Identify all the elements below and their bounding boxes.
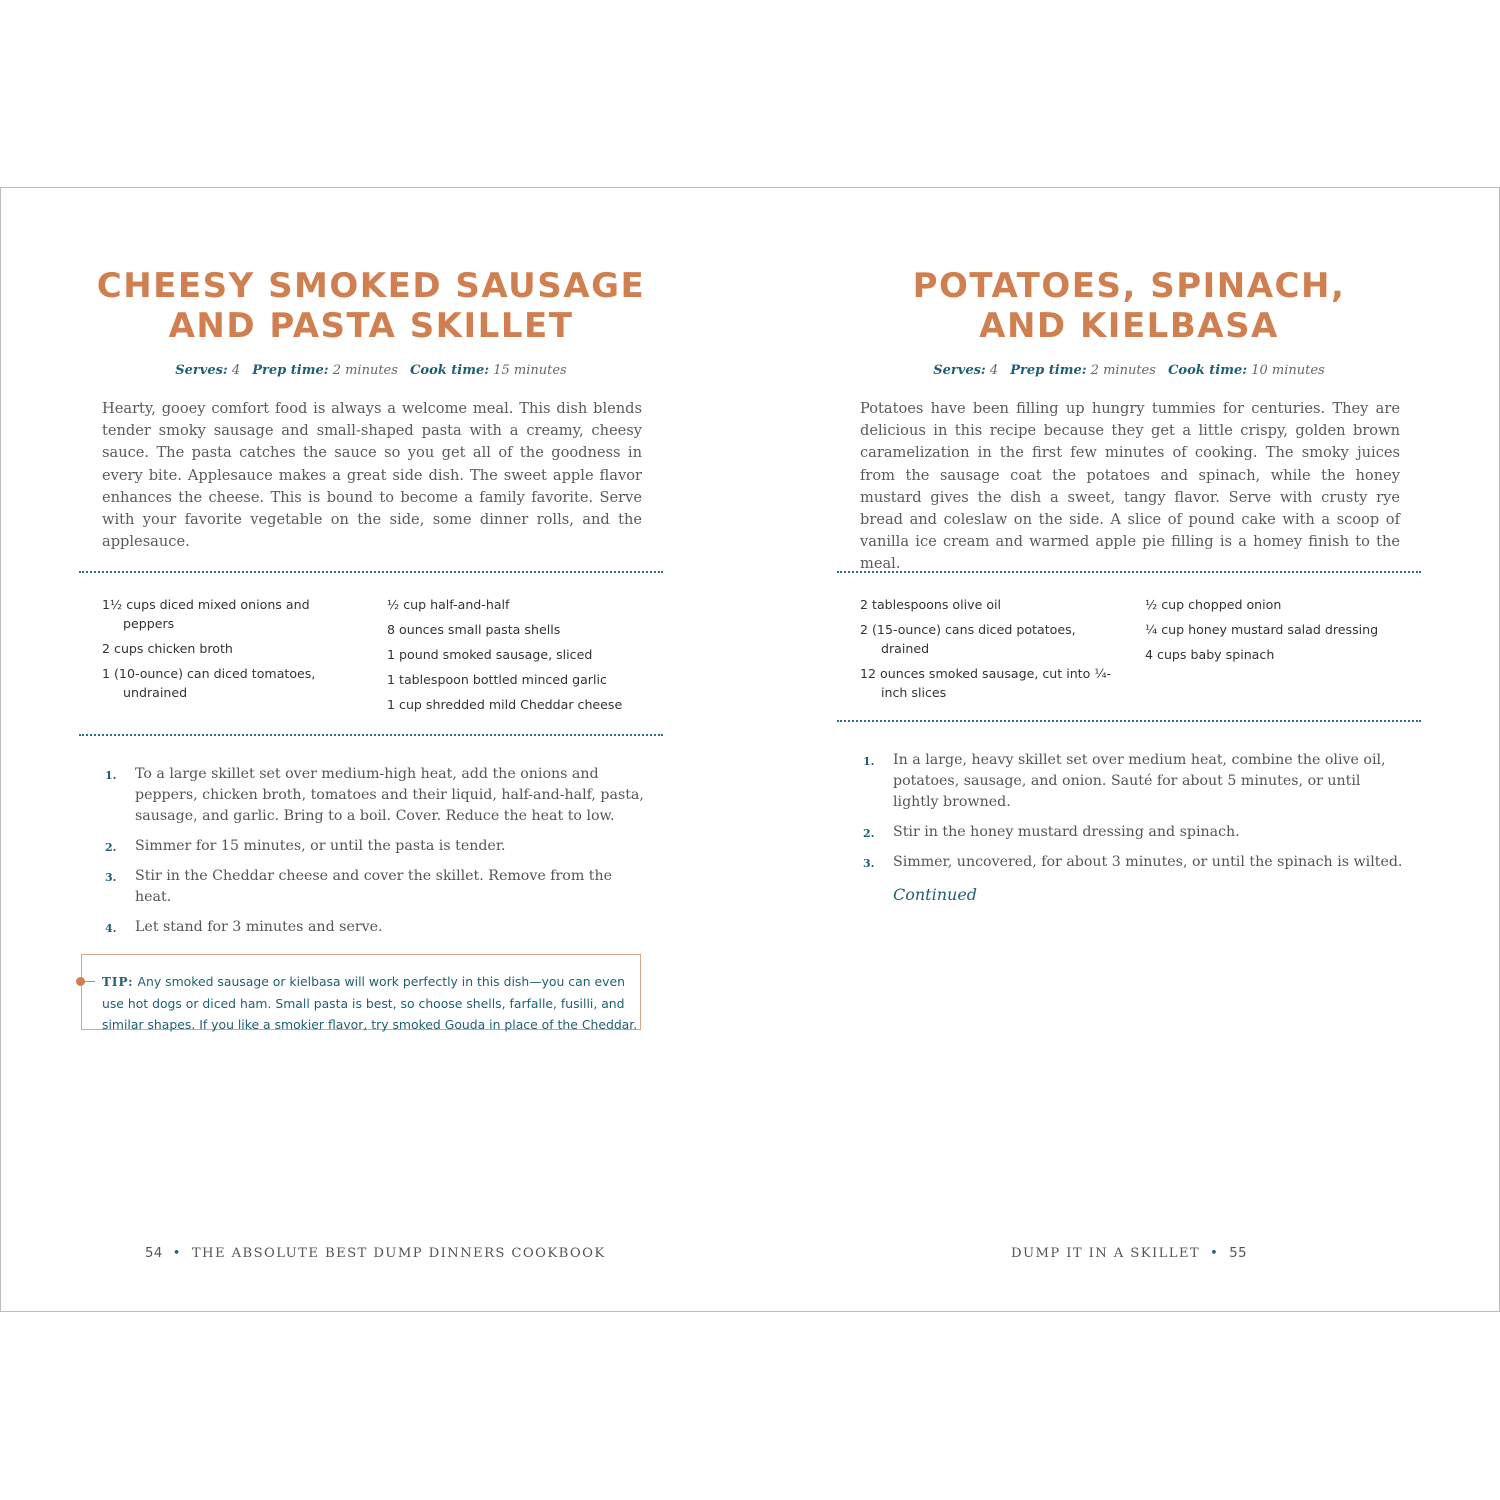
step-item <box>105 836 650 857</box>
right-page <box>837 188 1421 1311</box>
tip-dash <box>85 981 95 982</box>
step-text: Let stand for 3 minutes and serve. <box>135 919 383 935</box>
tip-box <box>81 954 641 1030</box>
recipe-intro: Potatoes have been filling up hungry tummies for centuries. They are delicious in this recipe because they get a little crispy, golden brown caramelization in the first few minutes of cooking. The smoky juices from the sausage coat the potatoes and spinach, while the honey mustard gives the dish a sweet, tangy flavor. Serve with crusty rye bread and coleslaw on the side. A slice of pound cake with a scoop of vanilla ice cream and warmed apple pie filling is a homey finish to the meal. <box>860 400 1400 573</box>
step-text: Stir in the Cheddar cheese and cover the skillet. Remove from the heat. <box>135 868 613 905</box>
step-number: 3. <box>105 871 117 884</box>
ingredient: 2 tablespoons olive oil <box>860 597 1002 612</box>
footer-bullet: • <box>1210 1246 1220 1261</box>
ingredient: 2 cups chicken broth <box>102 641 233 656</box>
ingredient: 1½ cups diced mixed onions and peppers <box>102 597 310 631</box>
step-item <box>863 822 1408 843</box>
step-number: 1. <box>863 755 875 768</box>
book-spread <box>0 187 1500 1312</box>
ingredient: ¼ cup honey mustard salad dressing <box>1145 622 1379 637</box>
prep-time-label: Prep time: <box>1010 363 1087 378</box>
page-footer <box>1011 1246 1247 1261</box>
step-text: To a large skillet set over medium-high heat, add the onions and peppers, chicken broth, tomatoes and their liquid, half-and-half, pasta, sausage, and garlic. Bring to a boil. Cover. Reduce the heat to low. <box>135 766 644 824</box>
ingredient: 12 ounces smoked sausage, cut into ¼-inch slices <box>860 666 1112 700</box>
ingredients-column-2 <box>1145 595 1410 670</box>
chapter-title: DUMP IT IN A SKILLET <box>1010 1246 1201 1261</box>
cook-time-label: Cook time: <box>410 363 490 378</box>
step-item <box>105 764 650 827</box>
dotted-divider <box>79 734 663 736</box>
ingredient: ½ cup chopped onion <box>1145 597 1282 612</box>
step-number: 1. <box>105 769 117 782</box>
title-line-1: CHEESY SMOKED SAUSAGE <box>96 266 646 306</box>
step-text: Simmer for 15 minutes, or until the pasta is tender. <box>135 838 506 854</box>
footer-bullet: • <box>172 1246 182 1261</box>
step-number: 2. <box>105 841 117 854</box>
dotted-divider <box>79 571 663 573</box>
ingredients-column-1 <box>860 595 1120 708</box>
ingredient: 1 cup shredded mild Cheddar cheese <box>387 697 623 712</box>
tip-label: TIP: <box>102 975 134 989</box>
serves-value: 4 <box>989 363 999 378</box>
ingredient: 1 pound smoked sausage, sliced <box>387 647 593 662</box>
recipe-meta <box>79 363 663 378</box>
title-line-2: AND PASTA SKILLET <box>168 306 574 346</box>
ingredients-list <box>102 595 647 725</box>
step-number: 3. <box>863 857 875 870</box>
dotted-divider <box>837 571 1421 573</box>
ingredients-list <box>860 595 1405 705</box>
recipe-steps <box>863 750 1408 882</box>
continued-label: Continued <box>893 885 978 904</box>
step-item <box>105 866 650 908</box>
title-line-1: POTATOES, SPINACH, <box>912 266 1346 306</box>
tip-body: Any smoked sausage or kielbasa will work perfectly in this dish—you can even use hot dogs or diced ham. Small pasta is best, so choose shells, farfalle, fusilli, and similar shapes. If you like a smokier flavor, try smoked Gouda in place of the Cheddar. <box>102 974 638 1032</box>
ingredient: 4 cups baby spinach <box>1145 647 1275 662</box>
step-item <box>863 852 1408 873</box>
step-text: In a large, heavy skillet set over medium heat, combine the olive oil, potatoes, sausage, and onion. Sauté for about 5 minutes, or until lightly browned. <box>893 752 1386 810</box>
cook-time-value: 15 minutes <box>493 363 567 378</box>
page-number: 55 <box>1229 1246 1247 1261</box>
prep-time-label: Prep time: <box>252 363 329 378</box>
ingredient: 2 (15-ounce) cans diced potatoes, drained <box>860 622 1076 656</box>
serves-label: Serves: <box>933 363 986 378</box>
page-footer <box>145 1246 606 1261</box>
step-item <box>105 917 650 938</box>
recipe-steps <box>105 764 650 947</box>
recipe-title <box>79 266 663 346</box>
book-title: THE ABSOLUTE BEST DUMP DINNERS COOKBOOK <box>191 1246 606 1261</box>
tip-text <box>102 971 640 1035</box>
step-number: 2. <box>863 827 875 840</box>
dotted-divider <box>837 720 1421 722</box>
ingredient: 1 tablespoon bottled minced garlic <box>387 672 607 687</box>
recipe-meta <box>837 363 1421 378</box>
tip-bullet-icon <box>76 977 85 986</box>
step-text: Stir in the honey mustard dressing and spinach. <box>893 824 1240 840</box>
ingredient: 1 (10-ounce) can diced tomatoes, undrained <box>102 666 316 700</box>
left-page <box>79 188 663 1311</box>
recipe-title <box>837 266 1421 346</box>
serves-value: 4 <box>231 363 241 378</box>
ingredients-column-1 <box>102 595 362 708</box>
step-number: 4. <box>105 922 117 935</box>
ingredients-column-2 <box>387 595 647 720</box>
recipe-intro: Hearty, gooey comfort food is always a welcome meal. This dish blends tender smoky sausage and small-shaped pasta with a creamy, cheesy sauce. The pasta catches the sauce so you get all of the goodness in every bite. Applesauce makes a great side dish. The sweet apple flavor enhances the cheese. This is bound to become a family favorite. Serve with your favorite vegetable on the side, some dinner rolls, and the applesauce. <box>102 400 642 551</box>
title-line-2: AND KIELBASA <box>979 306 1279 346</box>
ingredient: 8 ounces small pasta shells <box>387 622 561 637</box>
step-text: Simmer, uncovered, for about 3 minutes, or until the spinach is wilted. <box>893 854 1403 870</box>
serves-label: Serves: <box>175 363 228 378</box>
prep-time-value: 2 minutes <box>1090 363 1156 378</box>
prep-time-value: 2 minutes <box>332 363 398 378</box>
step-item <box>863 750 1408 813</box>
page-number: 54 <box>145 1246 163 1261</box>
cook-time-label: Cook time: <box>1168 363 1248 378</box>
ingredient: ½ cup half-and-half <box>387 597 510 612</box>
cook-time-value: 10 minutes <box>1251 363 1325 378</box>
